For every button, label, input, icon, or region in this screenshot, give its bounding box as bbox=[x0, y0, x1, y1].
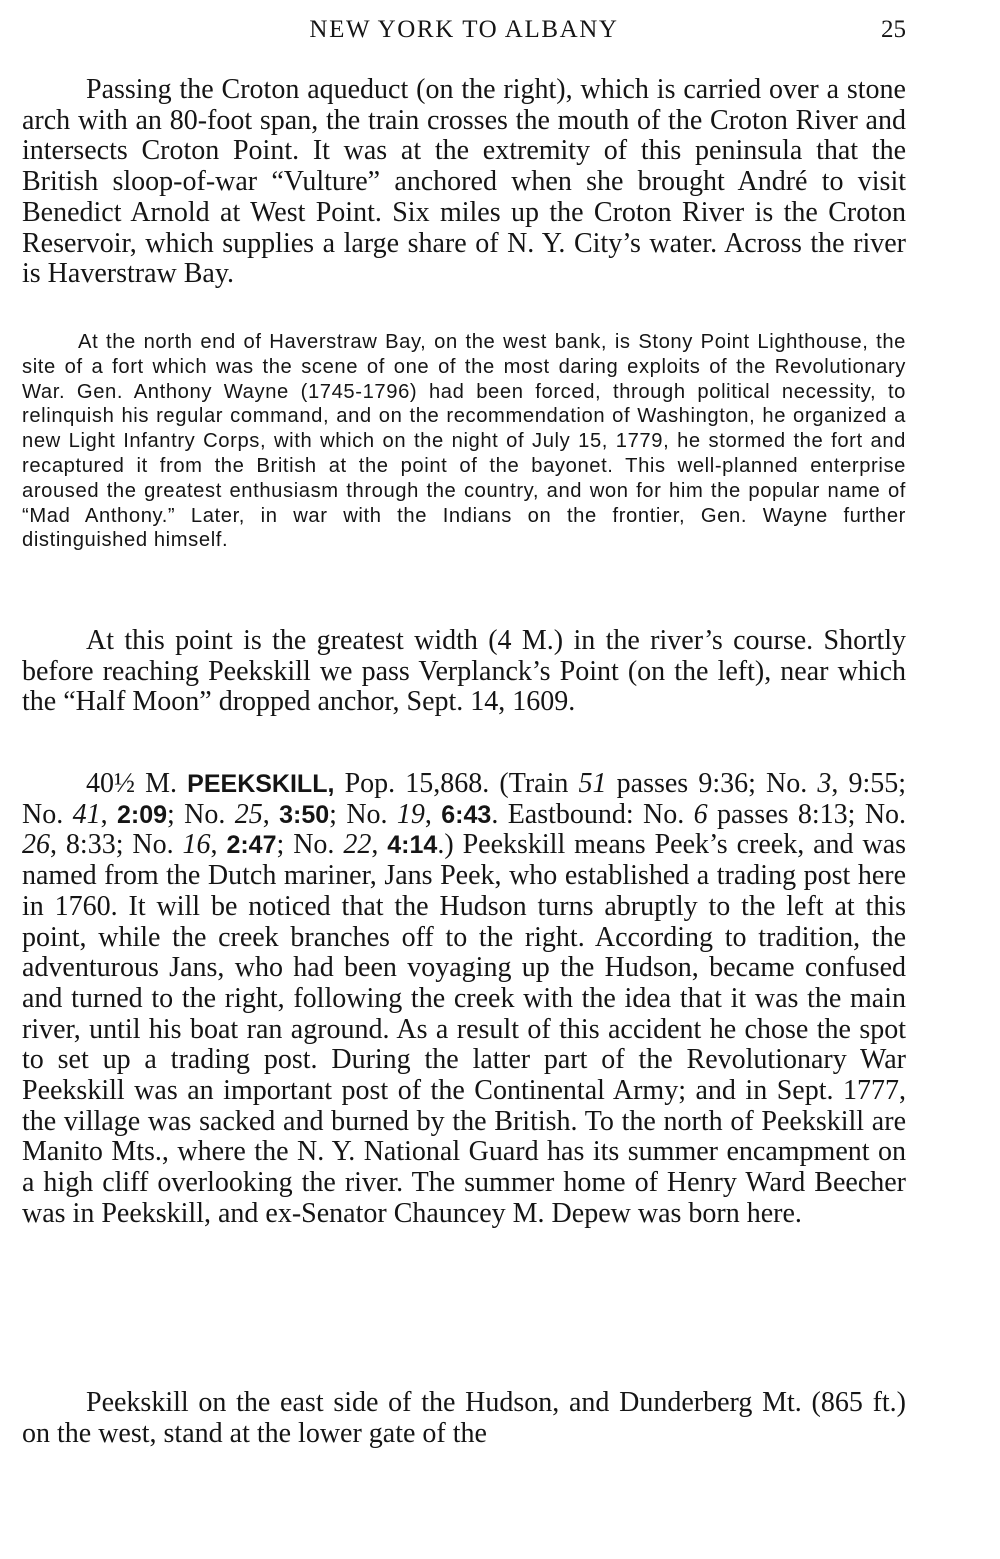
train-number: 3 bbox=[817, 768, 832, 799]
train-number: 22 bbox=[343, 829, 372, 861]
timetable-text: (Train bbox=[499, 768, 579, 799]
pm-time: 6:43 bbox=[441, 800, 492, 829]
train-number: 41 bbox=[72, 798, 101, 830]
timetable-text: , 8:33; No. bbox=[50, 829, 183, 861]
population: Pop. 15,868. bbox=[344, 768, 490, 799]
timetable-text: , bbox=[100, 798, 117, 830]
train-number: 25 bbox=[234, 798, 263, 830]
pm-time: 4:14 bbox=[387, 831, 438, 860]
mileage: 40½ M. bbox=[86, 768, 178, 799]
timetable-text: ; No. bbox=[167, 798, 235, 830]
timetable-text: . Eastbound: No. bbox=[491, 798, 694, 830]
paragraph-croton: Passing the Croton aqueduct (on the right), which is carried over a stone arch with an 80-foot span, the train crosses the mouth of the Croton River and intersects Croton Point. It was at the extremity of this peninsula that the British sloop-of-war “Vulture” anchored when she brought André to visit Benedict Arnold at West Point. Six miles up the Croton River is the Croton Reservoir, which supplies a large share of N. Y. City’s water. Across the river is Haverstraw Bay. bbox=[22, 74, 906, 290]
timetable-text: , bbox=[424, 798, 442, 830]
page-header bbox=[22, 14, 906, 48]
train-number: 19 bbox=[396, 798, 425, 830]
place-name: PEEKSKILL, bbox=[187, 770, 335, 798]
timetable-text: passes 9:36; No. bbox=[606, 768, 818, 799]
timetable-text: , 9:55; No. bbox=[22, 768, 907, 830]
pm-time: 2:09 bbox=[116, 800, 168, 829]
timetable-text: , bbox=[262, 798, 280, 830]
page-number: 25 bbox=[881, 16, 906, 43]
paragraph-peekskill bbox=[22, 769, 906, 1230]
timetable-text: , bbox=[371, 829, 388, 861]
timetable-text: .) bbox=[437, 829, 463, 861]
running-head: NEW YORK TO ALBANY bbox=[309, 16, 619, 43]
pm-time: 2:47 bbox=[226, 831, 277, 860]
train-number: 6 bbox=[693, 798, 708, 830]
timetable-text: , bbox=[210, 829, 227, 861]
note-stony-point: At the north end of Haverstraw Bay, on the west bank, is Stony Point Lighthouse, the site of a fort which was the scene of one of the most daring exploits of the Revolutionary War. Gen. Anthony Wayne (1745-1796) had been forced, through political necessity, to relinquish his regular command, and on the recommendation of Washington, he organized a new Light Infantry Corps, with which on the night of July 15, 1779, he stormed the fort and recaptured it from the British at the point of the bayonet. This well-planned enterprise aroused the greatest enthusiasm through the country, and won for him the popular name of “Mad Anthony.” Later, in war with the Indians on the frontier, Gen. Wayne further distinguished himself. bbox=[22, 331, 906, 552]
paragraph-river-width: At this point is the greatest width (4 M.) in the river’s course. Shortly before reaching Peekskill we pass Verplanck’s Point (on the left), near which the “Half Moon” dropped anchor, Sept. 14, 1609. bbox=[22, 625, 906, 718]
timetable-text: ; No. bbox=[329, 798, 397, 830]
timetable-text: passes 8:13; No. bbox=[707, 798, 907, 830]
peekskill-description: Peekskill means Peek’s creek, and was named from the Dutch mariner, Jans Peek, who established a trading post here in 1760. It will be noticed that the Hudson turns abruptly to the left at this point, while the creek branches off to the right. According to tradition, the adventurous Jans, who had been voyaging up the Hudson, became confused and turned to the right, following the creek with the idea that it was the main river, until his boat ran aground. As a result of this accident he chose the spot to set up a trading post. During the latter part of the Revolutionary War Peekskill was an important post of the Continental Army; and in Sept. 1777, the village was sacked and burned by the British. To the north of Peekskill are Manito Mts., where the N. Y. National Guard has its summer encampment on a high cliff overlooking the river. The summer home of Henry Ward Beecher was in Peekskill, and ex-Senator Chauncey M. Depew was born here. bbox=[22, 829, 907, 1229]
train-number: 16 bbox=[182, 829, 211, 861]
paragraph-dunderberg: Peekskill on the east side of the Hudson, and Dunderberg Mt. (865 ft.) on the west, stand at the lower gate of the bbox=[22, 1387, 906, 1449]
train-number: 51 bbox=[578, 768, 607, 799]
timetable-text: ; No. bbox=[276, 829, 344, 861]
pm-time: 3:50 bbox=[279, 800, 330, 829]
train-number: 26 bbox=[22, 829, 50, 861]
